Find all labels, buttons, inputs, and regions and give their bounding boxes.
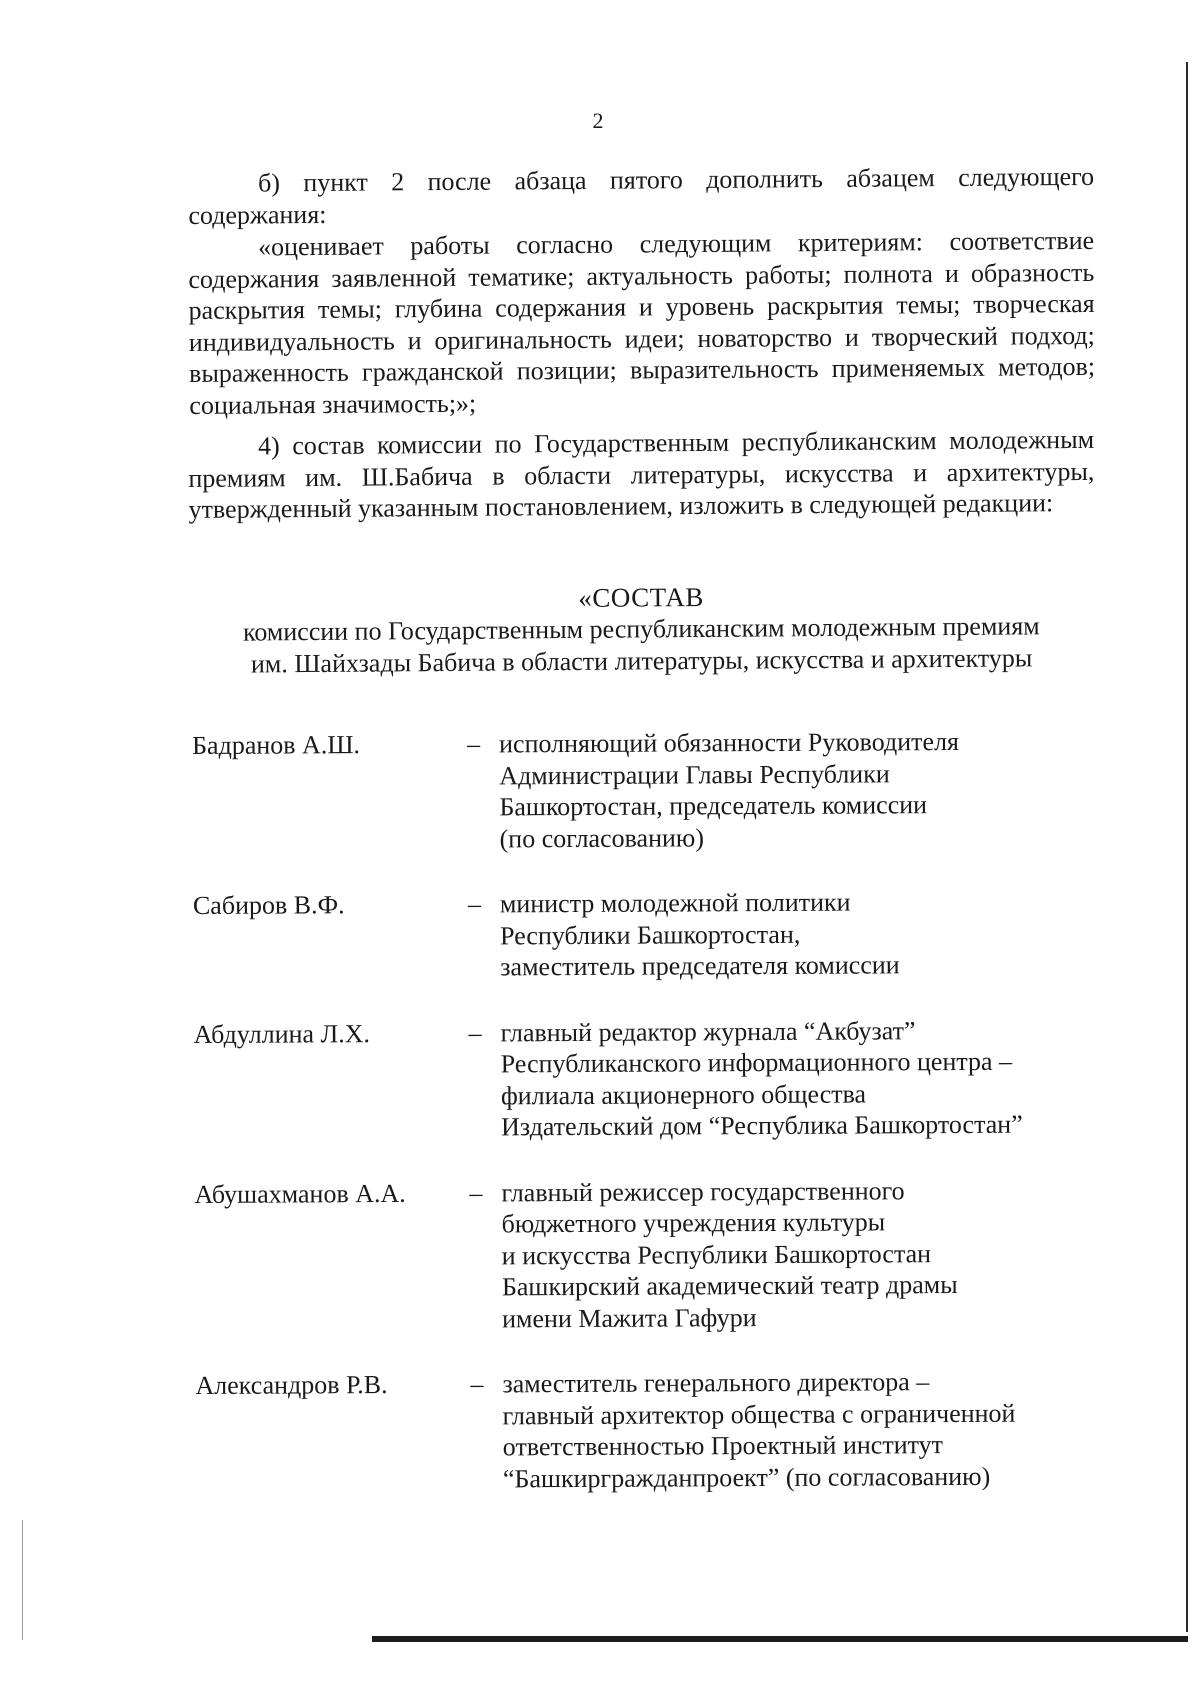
- member-role: исполняющий обязанности Руководителя Администрации Главы Республики Башкортостан, председатель комиссии (по согласованию): [499, 726, 960, 853]
- member-dash: –: [470, 1369, 484, 1399]
- member-dash: –: [469, 1177, 483, 1208]
- paragraph-b: [188, 161, 1094, 231]
- member-role: заместитель генерального директора – главный архитектор общества с ограниченной ответственностью Проектный институт “Башкиргражданпроект” (по согласованию): [502, 1367, 1016, 1493]
- member-row: [192, 725, 1113, 856]
- paragraph-4-text: 4) состав комиссии по Государственным республиканским молодежным премиям им. Ш.Бабича в области литературы, искусства и архитектуры, утвержденный указанным постановлением, изложить в следующей редакции:: [188, 424, 1095, 524]
- member-row: [194, 1174, 1115, 1336]
- composition-subtitle-line1: комиссии по Государственным республиканским молодежным премиям: [242, 611, 1040, 647]
- paragraph-4: [188, 424, 1095, 526]
- paragraph-criteria-text: «оценивает работы согласно следующим критериям: соответствие содержания заявленной тематике; актуальность работы; полнота и образность раскрытия темы; глубина содержания и уровень раскрытия темы; творческая индивидуальность и оригинальность идеи; новаторство и творческий подход; выраженность гражданской позиции; выразительность применяемых методов; социальная значимость;»;: [188, 225, 1096, 420]
- member-role: главный режиссер государственного бюджетного учреждения культуры и искусства Республики Башкортостан Башкирский академический театр драмы имени Мажита Гафури: [501, 1175, 958, 1333]
- scan-edge-bottom: [372, 1636, 1188, 1642]
- member-list: [192, 725, 1116, 1496]
- member-name: Абушахманов А.А.: [194, 1178, 406, 1209]
- paragraph-b-text: б) пункт 2 после абзаца пятого дополнить абзацем следующего содержания:: [188, 161, 1095, 230]
- member-role: министр молодежной политики Республики Башкортостан, заместитель председателя комиссии: [499, 887, 900, 982]
- member-dash: –: [468, 1017, 482, 1048]
- page-number: 2: [592, 108, 604, 133]
- member-name: Александров Р.В.: [195, 1369, 388, 1400]
- scan-edge-left: [22, 1520, 23, 1640]
- composition-title: «СОСТАВ: [578, 581, 704, 613]
- paragraph-criteria: [188, 225, 1095, 421]
- member-dash: –: [467, 729, 481, 759]
- member-role: главный редактор журнала “Акбузат” Республиканского информационного центра – филиала акционерного общества Издательский дом “Республика Башкортостан”: [500, 1015, 1023, 1142]
- member-name: Абдуллина Л.Х.: [193, 1018, 371, 1049]
- member-name: Сабиров В.Ф.: [192, 890, 345, 920]
- composition-heading: [188, 578, 1095, 681]
- member-row: [195, 1365, 1116, 1496]
- member-name: Бадранов А.Ш.: [192, 730, 361, 760]
- composition-subtitle-line2: им. Шайхзады Бабича в области литературы, искусства и архитектуры: [250, 643, 1033, 679]
- member-row: [194, 1014, 1115, 1145]
- member-row: [193, 885, 1113, 984]
- scan-edge-right: [1186, 62, 1188, 1632]
- member-dash: –: [467, 889, 481, 919]
